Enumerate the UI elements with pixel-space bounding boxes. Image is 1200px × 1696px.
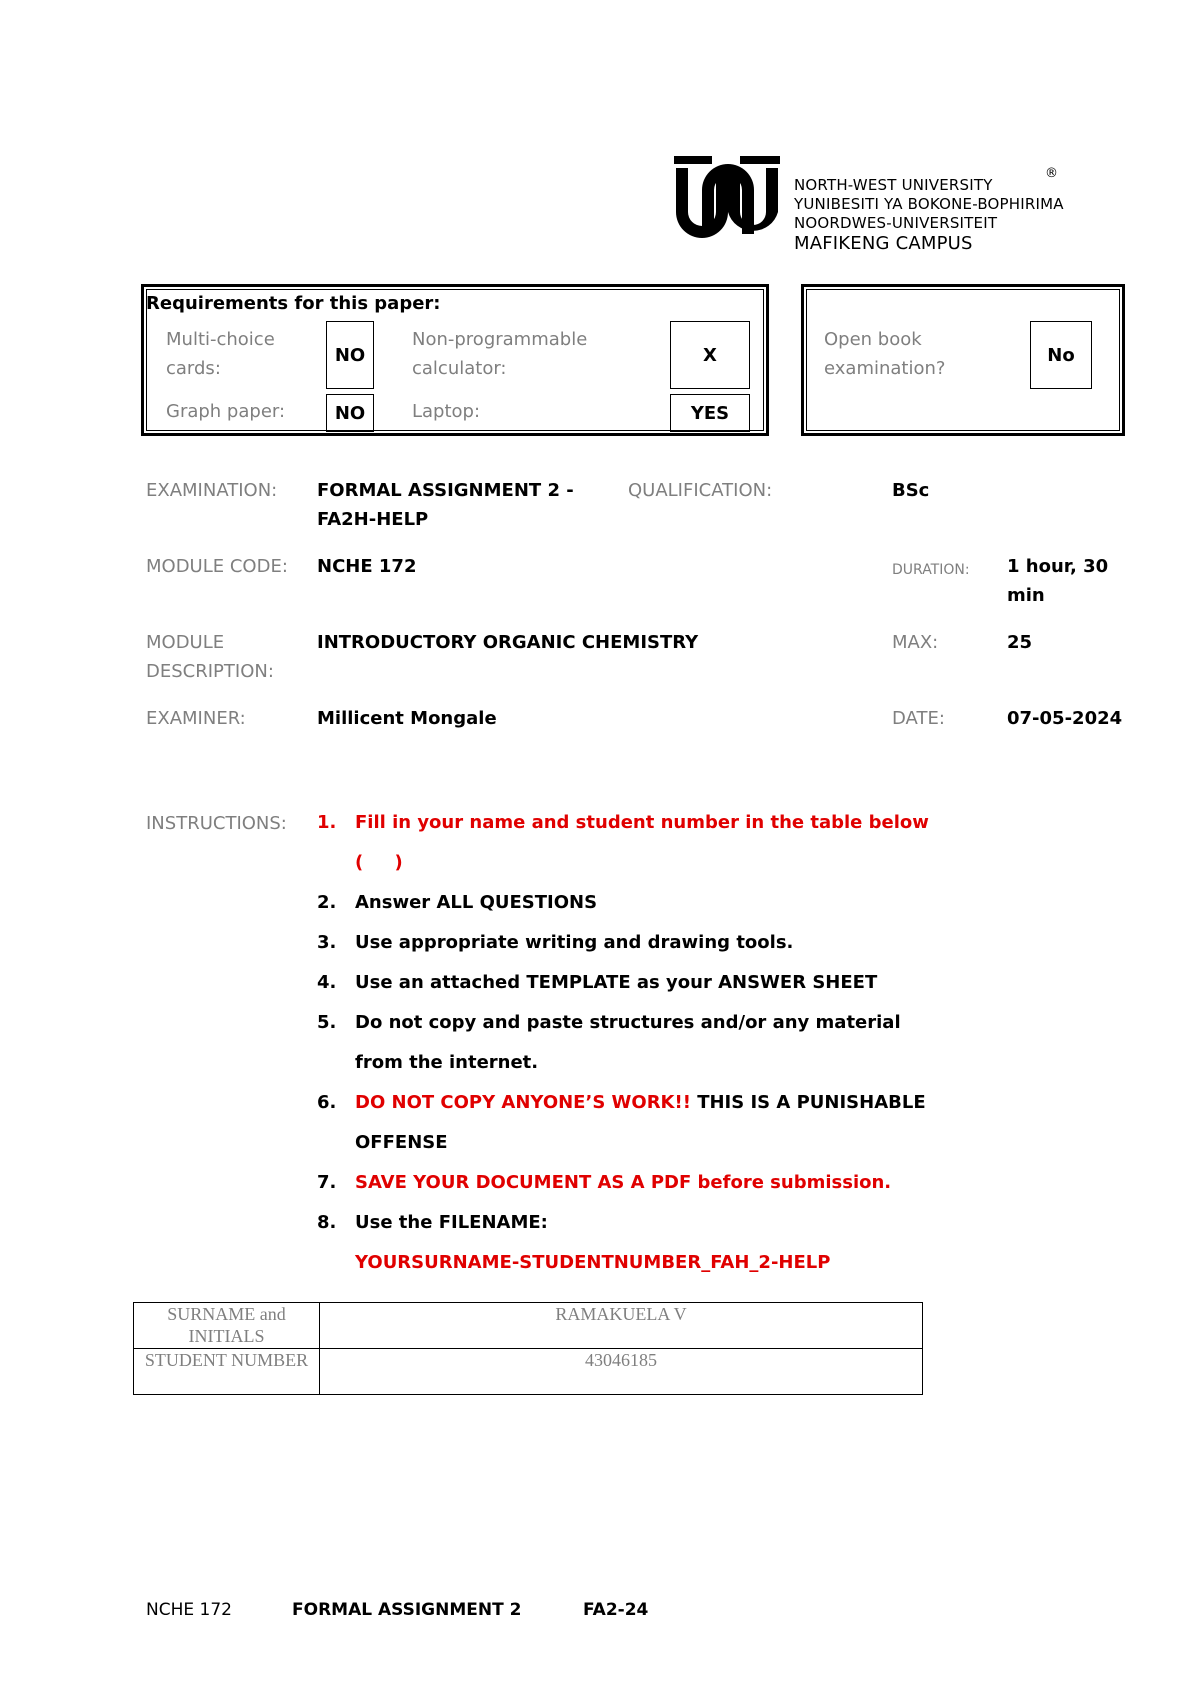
module-code-label: MODULE CODE:	[146, 556, 288, 577]
footer-title: FORMAL ASSIGNMENT 2	[292, 1600, 522, 1620]
requirements-title: Requirements for this paper:	[146, 293, 441, 314]
university-logo	[672, 146, 782, 256]
university-name-af: NOORDWES-UNIVERSITEIT	[794, 214, 998, 232]
university-name-en: NORTH-WEST UNIVERSITY	[794, 176, 993, 194]
student-number-label: STUDENT NUMBER	[134, 1349, 320, 1395]
student-details-table	[133, 1302, 923, 1395]
module-code-value: NCHE 172	[317, 556, 417, 577]
examiner-label: EXAMINER:	[146, 708, 246, 729]
student-number-value[interactable]: 43046185	[320, 1349, 923, 1395]
instruction-number: 4.	[317, 972, 337, 993]
instruction-1-continued	[317, 843, 929, 883]
examiner-value: Millicent Mongale	[317, 708, 497, 729]
instruction-8-continued	[317, 1243, 929, 1283]
qualification-value: BSc	[892, 480, 930, 501]
instruction-text: Fill in your name and student number in the table below	[355, 812, 929, 833]
duration-value: 1 hour, 30 min	[1007, 556, 1109, 606]
instruction-2	[317, 883, 929, 923]
examination-label: EXAMINATION:	[146, 480, 278, 501]
instruction-text: OFFENSE	[355, 1132, 448, 1153]
instruction-warning: DO NOT COPY ANYONE’S WORK!!	[355, 1092, 691, 1113]
multichoice-label: Multi-choice cards:	[166, 329, 275, 379]
graph-paper-value: NO	[326, 394, 374, 432]
table-row	[134, 1349, 923, 1395]
surname-label: SURNAME and INITIALS	[134, 1303, 320, 1349]
open-book-value: No	[1030, 321, 1092, 389]
instruction-text	[355, 1083, 926, 1123]
registered-mark: ®	[1045, 166, 1058, 181]
instruction-8	[317, 1203, 929, 1243]
instruction-5	[317, 1003, 929, 1043]
qualification-label: QUALIFICATION:	[628, 480, 773, 501]
table-row	[134, 1303, 923, 1349]
duration-label: DURATION:	[892, 562, 970, 578]
instruction-number: 6.	[317, 1092, 337, 1113]
instruction-6-continued	[317, 1123, 929, 1163]
instruction-text: from the internet.	[355, 1052, 539, 1073]
instruction-4	[317, 963, 929, 1003]
multichoice-value: NO	[326, 321, 374, 389]
module-description-value: INTRODUCTORY ORGANIC CHEMISTRY	[317, 632, 699, 653]
laptop-value: YES	[670, 394, 750, 432]
footer-module-code: NCHE 172	[146, 1600, 232, 1620]
instruction-number: 5.	[317, 1012, 337, 1033]
footer-reference: FA2-24	[583, 1600, 649, 1620]
calculator-value: X	[670, 321, 750, 389]
examination-value: FORMAL ASSIGNMENT 2 -FA2H-HELP	[317, 480, 574, 530]
university-name-tn: YUNIBESITI YA BOKONE-BOPHIRIMA	[794, 195, 1064, 213]
university-name	[794, 176, 1064, 255]
instruction-7	[317, 1163, 929, 1203]
instruction-warning-tail: THIS IS A PUNISHABLE	[690, 1092, 926, 1113]
instruction-text: Use appropriate writing and drawing tools.	[355, 932, 794, 953]
instruction-number: 3.	[317, 932, 337, 953]
filename-format: YOURSURNAME-STUDENTNUMBER_FAH_2-HELP	[355, 1252, 831, 1273]
instruction-1	[317, 803, 929, 843]
instruction-text: ( )	[355, 852, 403, 873]
max-label: MAX:	[892, 632, 939, 653]
graph-paper-label: Graph paper:	[166, 401, 286, 422]
instructions-list	[317, 803, 929, 1283]
module-description-label: MODULE DESCRIPTION:	[146, 632, 274, 682]
instruction-6	[317, 1083, 929, 1123]
instruction-text: SAVE YOUR DOCUMENT AS A PDF before submission.	[355, 1172, 892, 1193]
instruction-number: 2.	[317, 892, 337, 913]
max-value: 25	[1007, 632, 1033, 653]
laptop-label: Laptop:	[412, 401, 481, 422]
calculator-label: Non-programmable calculator:	[412, 329, 588, 379]
surname-value[interactable]: RAMAKUELA V	[320, 1303, 923, 1349]
instruction-text: Use the FILENAME:	[355, 1212, 548, 1233]
instruction-text: Answer ALL QUESTIONS	[355, 892, 598, 913]
instructions-label: INSTRUCTIONS:	[146, 813, 287, 834]
date-label: DATE:	[892, 708, 945, 729]
instruction-5-continued	[317, 1043, 929, 1083]
date-value: 07-05-2024	[1007, 708, 1123, 729]
instruction-number: 8.	[317, 1212, 337, 1233]
open-book-label: Open book examination?	[824, 329, 946, 379]
instruction-text: Do not copy and paste structures and/or any material	[355, 1012, 901, 1033]
instruction-number: 7.	[317, 1172, 337, 1193]
instruction-number: 1.	[317, 812, 337, 833]
instruction-text: Use an attached TEMPLATE as your ANSWER SHEET	[355, 972, 878, 993]
campus-name: MAFIKENG CAMPUS	[794, 233, 973, 254]
instruction-3	[317, 923, 929, 963]
